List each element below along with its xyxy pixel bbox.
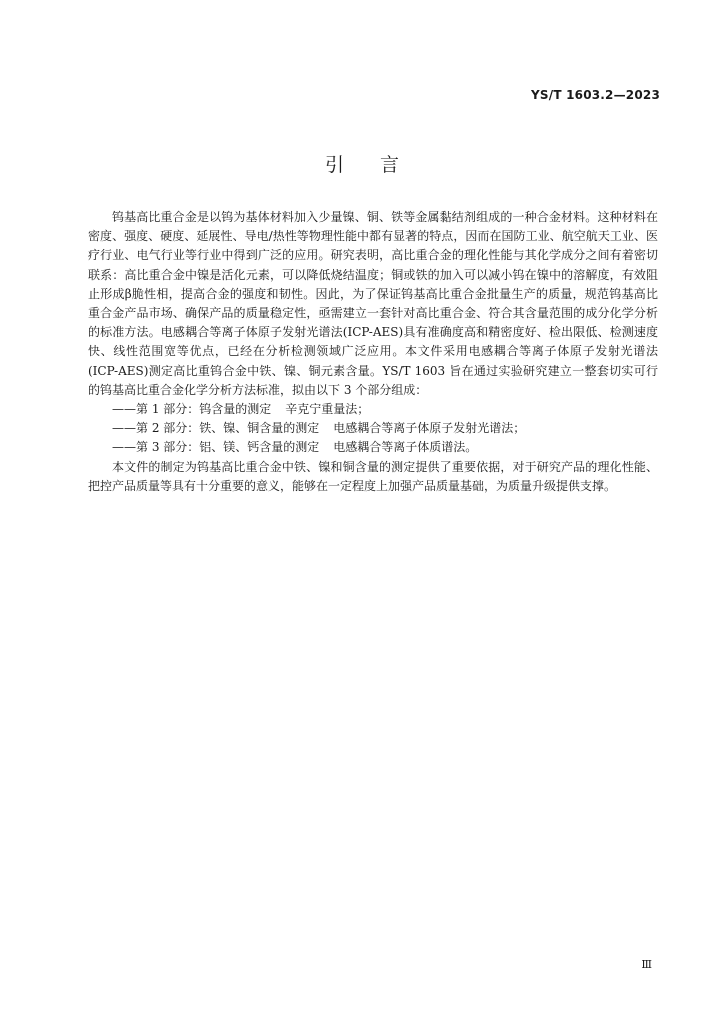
part-method: 辛克宁重量法； xyxy=(285,402,370,417)
body-text xyxy=(88,208,658,496)
part-label: ——第 1 部分：钨含量的测定 xyxy=(112,402,272,417)
part-label: ——第 3 部分：铝、镁、钙含量的测定 xyxy=(112,440,320,455)
part-method: 电感耦合等离子体原子发射光谱法； xyxy=(333,421,526,436)
part-item-3 xyxy=(88,438,658,457)
part-label: ——第 2 部分：铁、镍、铜含量的测定 xyxy=(112,421,320,436)
intro-paragraph: 钨基高比重合金是以钨为基体材料加入少量镍、铜、铁等金属黏结剂组成的一种合金材料。这种材料在密度、强度、硬度、延展性、导电/热性等物理性能中都有显著的特点，因而在国防工业、航空航天工业、医疗行业、电气行业等行业中得到广泛的应用。研究表明，高比重合金的理化性能与其化学成分之间有着密切联系：高比重合金中镍是活化元素，可以降低烧结温度；铜或铁的加入可以减小钨在镍中的溶解度，有效阻止形成β脆性相，提高合金的强度和韧性。因此，为了保证钨基高比重合金批量生产的质量，规范钨基高比重合金产品市场、确保产品的质量稳定性，亟需建立一套针对高比重合金、符合其含量范围的成分化学分析的标准方法。电感耦合等离子体原子发射光谱法(ICP-AES)具有准确度高和精密度好、检出限低、检测速度快、线性范围宽等优点，已经在分析检测领域广泛应用。本文件采用电感耦合等离子体原子发射光谱法(ICP-AES)测定高比重钨合金中铁、镍、铜元素含量。YS/T 1603 旨在通过实验研究建立一整套切实可行的钨基高比重合金化学分析方法标准，拟由以下 3 个部分组成： xyxy=(88,210,658,397)
part-item-1 xyxy=(88,400,658,419)
section-title: 引言 xyxy=(324,154,435,176)
part-method: 电感耦合等离子体质谱法。 xyxy=(333,440,478,455)
standard-code: YS/T 1603.2—2023 xyxy=(531,88,660,102)
closing-paragraph: 本文件的制定为钨基高比重合金中铁、镍和铜含量的测定提供了重要依据，对于研究产品的理化性能、把控产品质量等具有十分重要的意义，能够在一定程度上加强产品质量基础，为质量升级提供支撑。 xyxy=(88,459,658,493)
page-number: Ⅲ xyxy=(641,958,652,971)
part-item-2 xyxy=(88,419,658,438)
